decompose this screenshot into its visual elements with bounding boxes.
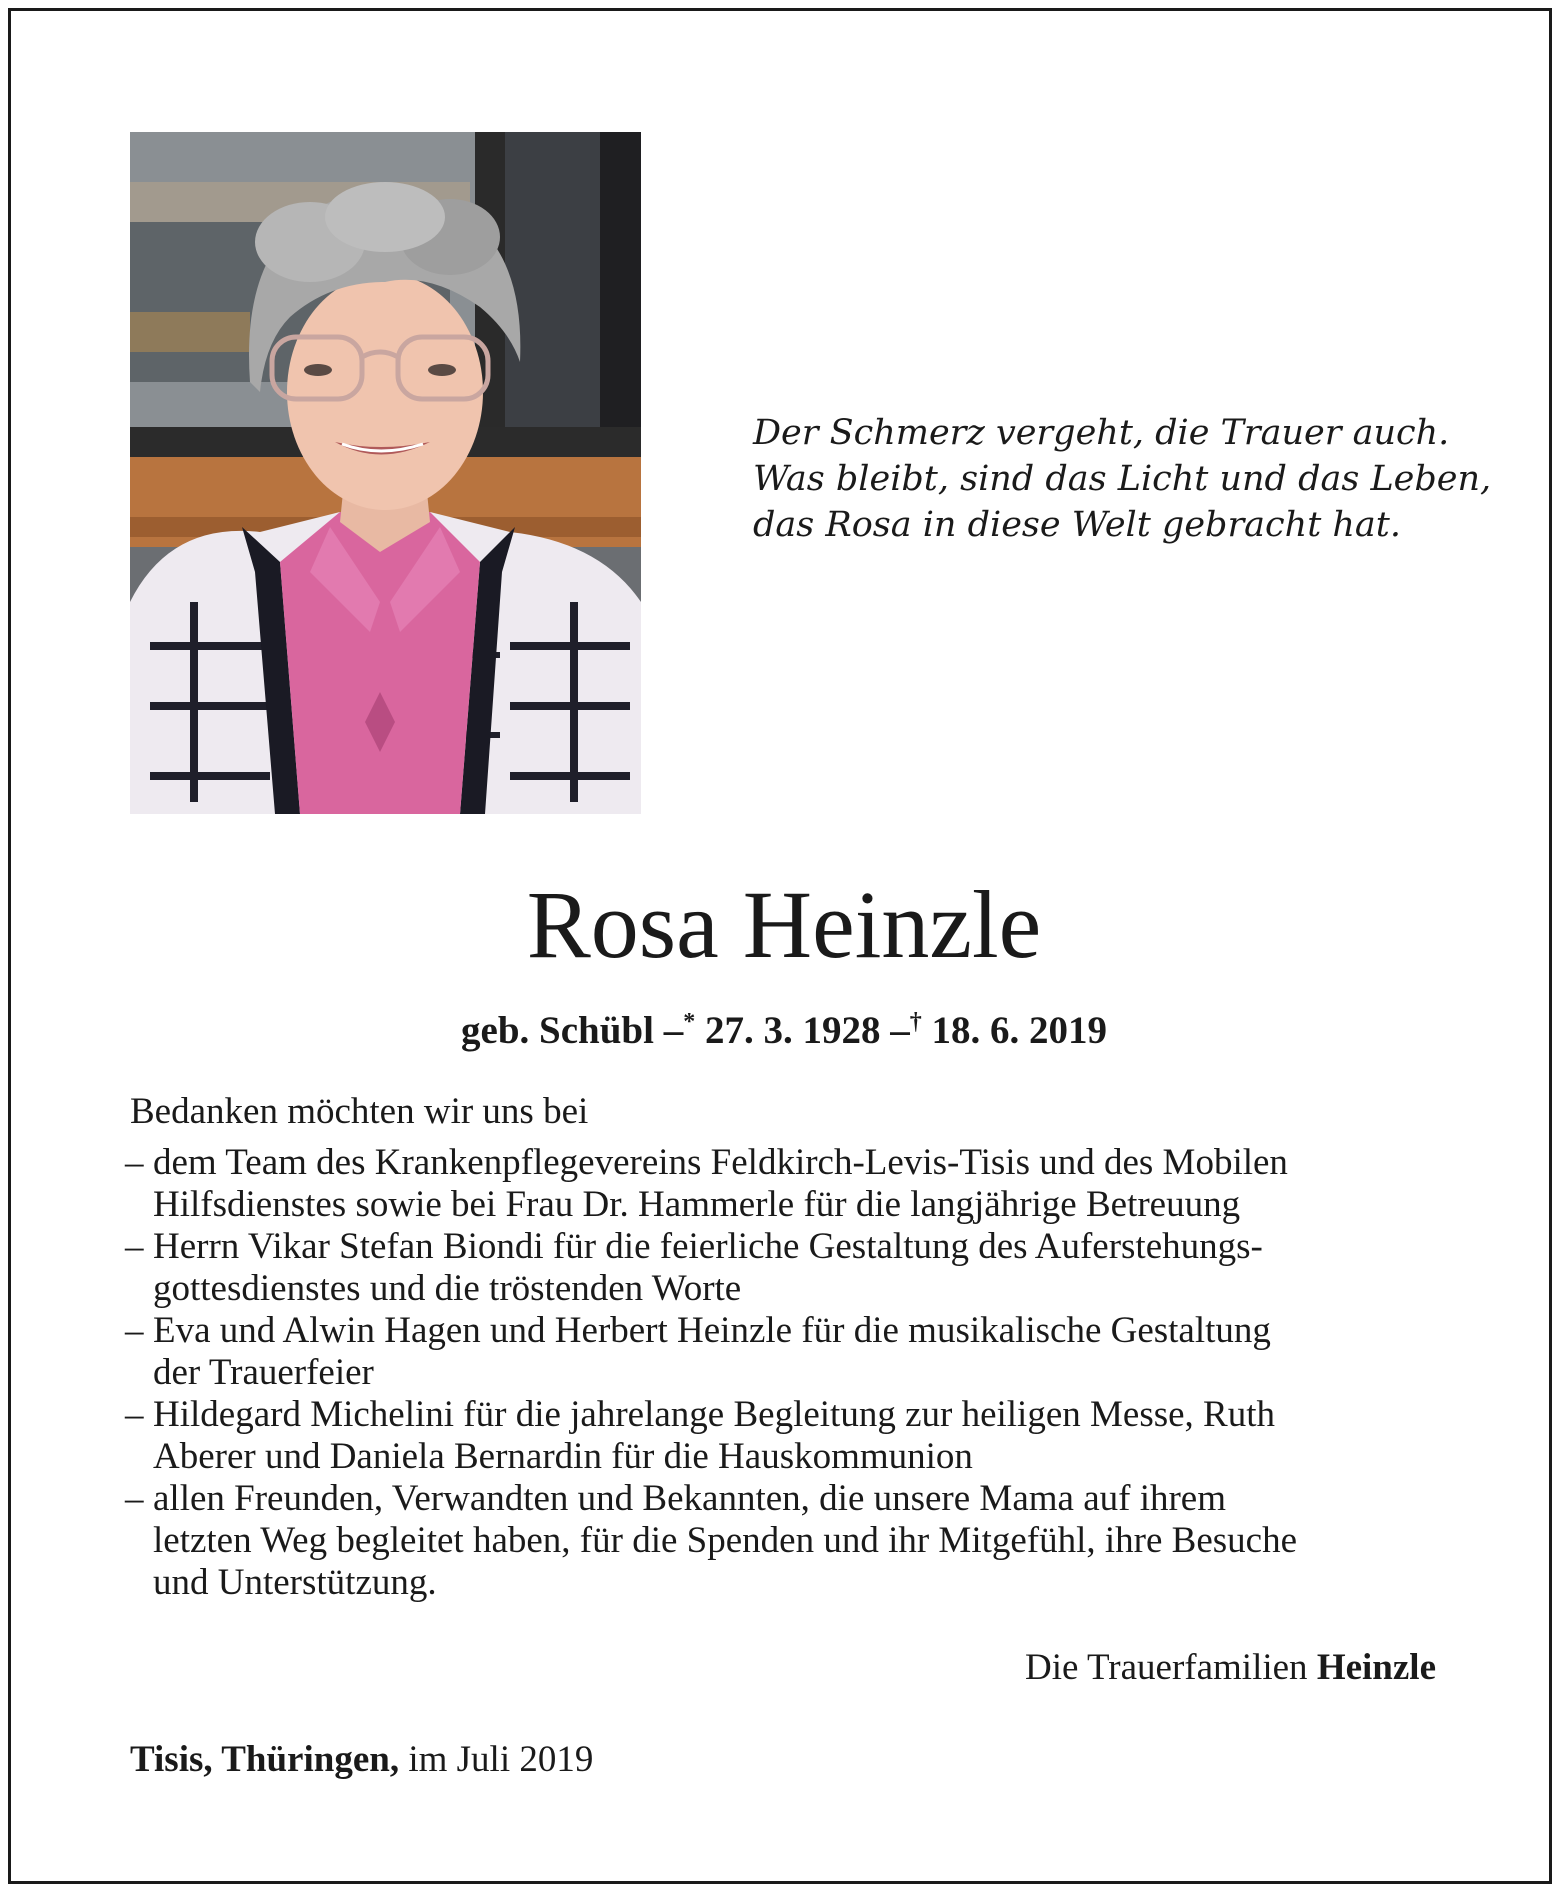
deceased-name: Rosa Heinzle [526,871,1042,978]
list-item-line: gottesdienstes und die tröstenden Worte [153,1268,742,1309]
list-dash: – [125,1310,144,1351]
list-item-line: dem Team des Krankenpflegevereins Feldkirch-Levis-Tisis und des Mobilen [153,1142,1288,1183]
birth-symbol: * [683,1009,696,1035]
memorial-quote [753,410,1492,548]
separator: – [663,1009,684,1052]
birth-date: 27. 3. 1928 [704,1009,881,1052]
list-item [125,1478,1445,1604]
list-item-line: der Trauerfeier [153,1352,374,1393]
birth-name: geb. Schübl [461,1009,654,1052]
list-item [125,1226,1445,1310]
signature [1025,1646,1436,1690]
list-dash: – [125,1142,144,1183]
list-item-line: Aberer und Daniela Bernardin für die Hauskommunion [153,1436,973,1477]
death-date: 18. 6. 2019 [931,1009,1107,1052]
list-item-line: Herrn Vikar Stefan Biondi für die feierliche Gestaltung des Auferstehungs- [153,1226,1263,1267]
thanks-list [125,1142,1445,1604]
signature-family: Heinzle [1316,1647,1436,1688]
death-symbol: † [909,1009,922,1035]
list-item [125,1394,1445,1478]
list-item-line: Hildegard Michelini für die jahrelange Begleitung zur heiligen Messe, Ruth [153,1394,1276,1435]
list-item-line: Hilfsdienstes sowie bei Frau Dr. Hammerle für die langjährige Betreuung [153,1184,1241,1225]
thanks-intro: Bedanken möchten wir uns bei [130,1091,589,1132]
list-item-line: letzten Weg begleitet haben, für die Spenden und ihr Mitgefühl, ihre Besuche [153,1520,1298,1561]
place-month: im Juli 2019 [408,1739,594,1780]
quote-line: Der Schmerz vergeht, die Trauer auch. [753,413,1450,453]
separator: – [890,1009,910,1052]
list-dash: – [125,1226,144,1267]
list-item-line: Eva und Alwin Hagen und Herbert Heinzle für die musikalische Gestaltung [153,1310,1271,1351]
quote-line: das Rosa in diese Welt gebracht hat. [753,505,1401,545]
list-item-line: allen Freunden, Verwandten und Bekannten, die unsere Mama auf ihrem [153,1478,1226,1519]
signature-prefix: Die Trauerfamilien [1024,1647,1308,1688]
quote-line: Was bleibt, sind das Licht und das Leben, [753,459,1492,499]
life-dates [0,998,1568,1055]
list-dash: – [125,1394,144,1435]
list-item [125,1310,1445,1394]
list-dash: – [125,1478,144,1519]
list-item-line: und Unterstützung. [153,1562,437,1603]
place-location: Tisis, Thüringen, [130,1739,400,1780]
portrait-photo [130,132,641,814]
place-date [130,1738,593,1782]
list-item [125,1142,1445,1226]
